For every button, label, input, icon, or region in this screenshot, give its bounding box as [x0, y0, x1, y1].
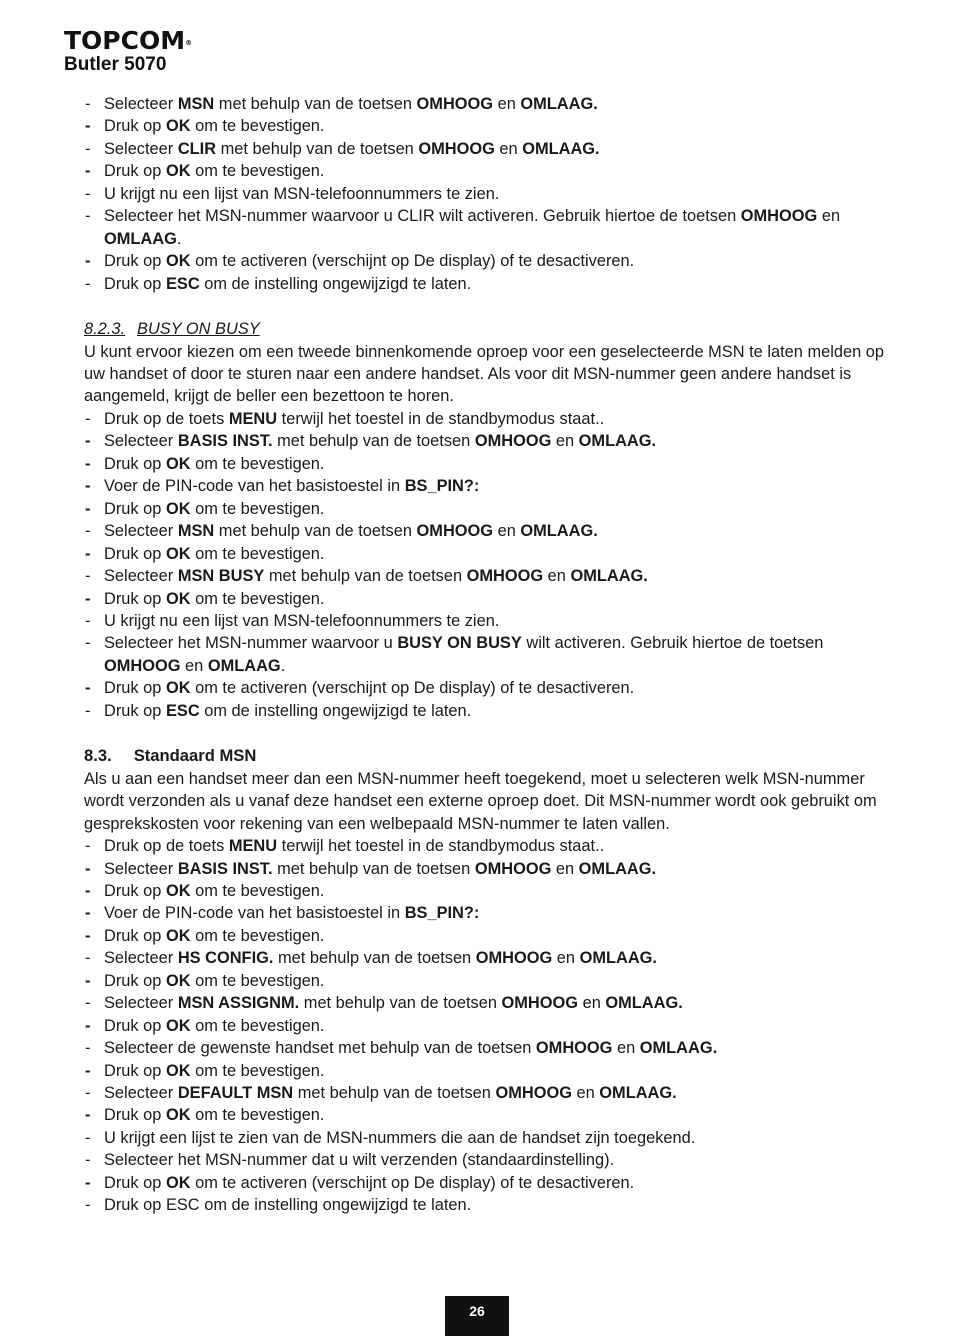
instruction-text: om te bevestigen.	[190, 881, 325, 900]
busy-step-list	[84, 408, 896, 722]
keyword-text: OMHOOG	[416, 95, 494, 113]
instruction-text: met behulp van de toetsen	[272, 859, 475, 878]
keyword-text: MENU	[228, 837, 278, 856]
bullet-dash: -	[85, 117, 91, 136]
keyword-text: OMLAAG.	[605, 994, 683, 1013]
instruction-text: Selecteer	[104, 95, 178, 113]
list-item	[84, 520, 896, 542]
keyword-text: OK	[165, 1173, 191, 1192]
list-item	[84, 1060, 896, 1082]
bullet-dash: -	[85, 477, 91, 496]
list-item	[84, 902, 896, 924]
instruction-text: Voer de PIN-code van het basistoestel in	[104, 477, 405, 496]
bullet-dash: -	[85, 409, 91, 428]
bullet-dash: -	[85, 971, 91, 990]
section-number: 8.2.3.	[84, 320, 126, 339]
bullet-dash: -	[85, 1106, 91, 1125]
trademark-symbol: ®	[185, 39, 193, 47]
keyword-text: OK	[165, 544, 191, 563]
list-item	[84, 700, 896, 722]
list-item	[84, 205, 896, 250]
bullet-dash: -	[85, 432, 91, 451]
bullet-dash: -	[85, 1016, 91, 1035]
keyword-text: OMLAAG	[104, 229, 177, 248]
bullet-dash: -	[85, 859, 91, 878]
list-item	[84, 1149, 896, 1171]
instruction-text: om te bevestigen.	[190, 117, 325, 136]
instruction-text: om te bevestigen.	[190, 162, 325, 181]
keyword-text: OMLAAG.	[520, 95, 598, 113]
instruction-text: Selecteer het MSN-nummer waarvoor u	[104, 634, 398, 653]
keyword-text: OMHOOG	[495, 1084, 572, 1103]
instruction-text: en	[817, 207, 841, 226]
keyword-text: OK	[165, 252, 191, 271]
keyword-text: BS_PIN?:	[404, 904, 480, 923]
list-item	[84, 1127, 896, 1149]
keyword-text: CLIR	[177, 139, 217, 158]
list-item	[84, 453, 896, 475]
instruction-text: met behulp van de toetsen	[214, 95, 417, 113]
section-title: BUSY ON BUSY	[137, 320, 260, 339]
list-item	[84, 430, 896, 452]
list-item	[84, 138, 896, 160]
instruction-text: om te bevestigen.	[190, 1016, 325, 1035]
brand-name: TOPCOM	[64, 26, 186, 55]
list-item	[84, 93, 896, 115]
instruction-text: met behulp van de toetsen	[299, 994, 502, 1013]
instruction-text: U krijgt een lijst te zien van de MSN-nummers die aan de handset zijn toegekend.	[104, 1128, 696, 1147]
standaard-msn-step-list	[84, 835, 896, 1217]
instruction-text: met behulp van de toetsen	[264, 567, 467, 586]
instruction-text: en	[493, 95, 521, 113]
instruction-text: Druk op ESC om de instelling ongewijzigd te laten.	[104, 1196, 472, 1215]
list-item	[84, 1172, 896, 1194]
instruction-text: Druk op	[104, 1016, 166, 1035]
section-paragraph: U kunt ervoor kiezen om een tweede binnenkomende oproep voor een geselecteerde MSN te laten melden op uw handset of door te sturen naar een andere handset. Als voor dit MSN-nummer geen andere handset is aangemeld, krijgt de beller een bezettoon te horen.	[84, 342, 884, 406]
keyword-text: HS CONFIG.	[177, 949, 274, 968]
instruction-text: terwijl het toestel in de standbymodus staat..	[277, 409, 605, 428]
instruction-text: Selecteer	[104, 522, 178, 541]
section-heading-busy-on-busy	[84, 318, 896, 340]
list-item	[84, 498, 896, 520]
instruction-text: wilt activeren. Gebruik hiertoe de toetsen	[521, 634, 824, 653]
keyword-text: OK	[165, 679, 191, 698]
keyword-text: OMHOOG	[474, 432, 552, 451]
instruction-text: Selecteer	[104, 139, 178, 158]
keyword-text: OMHOOG	[475, 949, 553, 968]
instruction-text: U krijgt nu een lijst van MSN-telefoonnummers te zien.	[104, 184, 500, 203]
instruction-text: en	[551, 859, 579, 878]
instruction-text: om de instelling ongewijzigd te laten.	[199, 274, 472, 293]
keyword-text: OMHOOG	[416, 522, 494, 541]
bullet-dash: -	[85, 522, 91, 541]
keyword-text: BASIS INST.	[177, 432, 273, 451]
instruction-text: Selecteer	[104, 859, 178, 878]
keyword-text: OK	[165, 971, 191, 990]
keyword-text: BS_PIN?:	[404, 477, 480, 496]
keyword-text: OK	[165, 117, 191, 136]
instruction-text: en	[493, 522, 521, 541]
instruction-text: Druk op de toets	[104, 409, 229, 428]
keyword-text: OMHOOG	[418, 139, 495, 158]
keyword-text: ESC	[165, 274, 200, 293]
instruction-text: Druk op	[104, 544, 166, 563]
list-item	[84, 947, 896, 969]
keyword-text: OMHOOG	[474, 859, 552, 878]
instruction-text: .	[176, 229, 182, 248]
instruction-text: Selecteer	[104, 994, 178, 1013]
section-paragraph: Als u aan een handset meer dan een MSN-nummer heeft toegekend, moet u selecteren welk MSN-nummer wordt verzonden als u vanaf deze handset een externe oproep doet. Dit MSN-nummer wordt ook gebruikt om gesprekskosten voor rekening van een welbepaald MSN-nummer te laten vallen.	[84, 769, 877, 833]
instruction-text: om te bevestigen.	[190, 1106, 325, 1125]
section-number: 8.3.	[84, 746, 112, 766]
list-item	[84, 1194, 896, 1216]
instruction-text: Druk op	[104, 926, 166, 945]
keyword-text: OMLAAG.	[522, 139, 600, 158]
list-item	[84, 677, 896, 699]
instruction-text: Selecteer	[104, 949, 178, 968]
bullet-dash: -	[85, 926, 91, 945]
instruction-text: om te bevestigen.	[190, 1061, 325, 1080]
instruction-text: en	[578, 994, 606, 1013]
instruction-text: en	[552, 949, 580, 968]
bullet-dash: -	[85, 994, 91, 1013]
keyword-text: OK	[165, 1016, 191, 1035]
instruction-text: Druk op	[104, 274, 166, 293]
instruction-text: om te activeren (verschijnt op De display) of te desactiveren.	[190, 679, 635, 698]
instruction-text: en	[180, 656, 208, 675]
instruction-text: Druk op	[104, 499, 166, 518]
instruction-text: Druk op	[104, 454, 166, 473]
keyword-text: OMLAAG.	[639, 1039, 718, 1058]
list-item	[84, 970, 896, 992]
keyword-text: OK	[165, 1106, 191, 1125]
intro-step-list	[84, 93, 896, 295]
bullet-dash: -	[85, 904, 91, 923]
keyword-text: MENU	[228, 409, 278, 428]
bullet-dash: -	[85, 837, 91, 856]
keyword-text: OMHOOG	[104, 656, 181, 675]
bullet-dash: -	[85, 252, 91, 271]
instruction-text: Druk op	[104, 971, 166, 990]
instruction-text: en	[543, 567, 571, 586]
keyword-text: MSN ASSIGNM.	[177, 994, 300, 1013]
bullet-dash: -	[85, 881, 91, 900]
instruction-text: om de instelling ongewijzigd te laten.	[199, 701, 472, 720]
keyword-text: OK	[165, 589, 191, 608]
instruction-text: en	[612, 1039, 640, 1058]
instruction-text: om te bevestigen.	[190, 454, 325, 473]
page-content	[84, 93, 896, 1217]
list-item	[84, 183, 896, 205]
instruction-text: om te bevestigen.	[190, 544, 325, 563]
list-item	[84, 632, 896, 677]
list-item	[84, 992, 896, 1014]
instruction-text: terwijl het toestel in de standbymodus staat..	[277, 837, 605, 856]
bullet-dash: -	[85, 567, 91, 586]
bullet-dash: -	[85, 454, 91, 473]
list-item	[84, 408, 896, 430]
instruction-text: Druk op	[104, 1173, 166, 1192]
bullet-dash: -	[85, 1039, 91, 1058]
instruction-text: Druk op	[104, 701, 166, 720]
instruction-text: Selecteer de gewenste handset met behulp van de toetsen	[104, 1039, 536, 1058]
section-heading-standaard-msn	[84, 745, 896, 767]
bullet-dash: -	[85, 1151, 91, 1170]
instruction-text: Selecteer	[104, 567, 178, 586]
list-item	[84, 925, 896, 947]
keyword-text: OMLAAG.	[570, 567, 648, 586]
page-number: 26	[445, 1296, 509, 1336]
keyword-text: OMLAAG.	[599, 1084, 677, 1103]
keyword-text: BASIS INST.	[177, 859, 273, 878]
bullet-dash: -	[85, 95, 91, 113]
instruction-text: Selecteer het MSN-nummer waarvoor u CLIR wilt activeren. Gebruik hiertoe de toetsen	[104, 207, 741, 226]
keyword-text: ESC	[165, 701, 200, 720]
instruction-text: en	[571, 1084, 600, 1103]
instruction-text: Selecteer het MSN-nummer dat u wilt verzenden (standaardinstelling).	[104, 1151, 615, 1170]
keyword-text: OMLAAG.	[578, 859, 657, 878]
keyword-text: DEFAULT MSN	[177, 1084, 294, 1103]
keyword-text: OMHOOG	[740, 207, 818, 226]
keyword-text: OK	[165, 881, 191, 900]
instruction-text: Druk op	[104, 679, 166, 698]
list-item	[84, 543, 896, 565]
keyword-text: MSN BUSY	[177, 567, 265, 586]
list-item	[84, 273, 896, 295]
instruction-text: om te bevestigen.	[190, 499, 325, 518]
keyword-text: MSN	[177, 522, 215, 541]
keyword-text: OMLAAG.	[579, 949, 657, 968]
instruction-text: Druk op	[104, 589, 166, 608]
keyword-text: OK	[165, 1061, 191, 1080]
instruction-text: om te bevestigen.	[190, 589, 325, 608]
keyword-text: OMLAAG.	[578, 432, 657, 451]
instruction-text: Druk op	[104, 1106, 166, 1125]
instruction-text: Druk op	[104, 162, 166, 181]
bullet-dash: -	[85, 499, 91, 518]
bullet-dash: -	[85, 679, 91, 698]
model-name: Butler 5070	[64, 54, 167, 75]
list-item	[84, 858, 896, 880]
section-title: Standaard MSN	[133, 746, 257, 766]
instruction-text: met behulp van de toetsen	[214, 522, 417, 541]
keyword-text: OMLAAG	[207, 656, 281, 675]
list-item	[84, 565, 896, 587]
bullet-dash: -	[85, 1173, 91, 1192]
instruction-text: om te bevestigen.	[190, 971, 325, 990]
list-item	[84, 835, 896, 857]
list-item	[84, 250, 896, 272]
instruction-text: Druk op	[104, 117, 166, 136]
instruction-text: U krijgt nu een lijst van MSN-telefoonnummers te zien.	[104, 611, 500, 630]
bullet-dash: -	[85, 634, 91, 653]
list-item	[84, 588, 896, 610]
list-item	[84, 880, 896, 902]
keyword-text: OK	[165, 926, 191, 945]
bullet-dash: -	[85, 544, 91, 563]
bullet-dash: -	[85, 1196, 91, 1215]
list-item	[84, 115, 896, 137]
instruction-text: Druk op	[104, 252, 166, 271]
bullet-dash: -	[85, 1061, 91, 1080]
bullet-dash: -	[85, 274, 91, 293]
list-item	[84, 160, 896, 182]
list-item	[84, 1037, 896, 1059]
bullet-dash: -	[85, 949, 91, 968]
bullet-dash: -	[85, 1084, 91, 1103]
list-item	[84, 1015, 896, 1037]
document-header	[64, 26, 193, 76]
keyword-text: OMLAAG.	[520, 522, 598, 541]
keyword-text: OK	[165, 162, 191, 181]
instruction-text: Voer de PIN-code van het basistoestel in	[104, 904, 405, 923]
bullet-dash: -	[85, 207, 91, 226]
instruction-text: om te activeren (verschijnt op De display) of te desactiveren.	[190, 252, 635, 271]
instruction-text: om te bevestigen.	[190, 926, 325, 945]
list-item	[84, 1082, 896, 1104]
bullet-dash: -	[85, 589, 91, 608]
instruction-text: om te activeren (verschijnt op De display) of te desactiveren.	[190, 1173, 635, 1192]
topcom-logo	[64, 26, 193, 55]
keyword-text: BUSY ON BUSY	[397, 634, 522, 653]
bullet-dash: -	[85, 611, 91, 630]
keyword-text: MSN	[177, 95, 215, 113]
bullet-dash: -	[85, 162, 91, 181]
instruction-text: Druk op de toets	[104, 837, 229, 856]
instruction-text: en	[494, 139, 523, 158]
keyword-text: OK	[165, 499, 191, 518]
keyword-text: OK	[165, 454, 191, 473]
bullet-dash: -	[85, 139, 91, 158]
instruction-text: Druk op	[104, 1061, 166, 1080]
bullet-dash: -	[85, 701, 91, 720]
instruction-text: met behulp van de toetsen	[272, 432, 475, 451]
keyword-text: OMHOOG	[501, 994, 579, 1013]
instruction-text: Selecteer	[104, 432, 178, 451]
instruction-text: en	[551, 432, 579, 451]
instruction-text: met behulp van de toetsen	[216, 139, 419, 158]
keyword-text: OMHOOG	[466, 567, 544, 586]
instruction-text: Druk op	[104, 881, 166, 900]
bullet-dash: -	[85, 1128, 91, 1147]
keyword-text: OMHOOG	[535, 1039, 613, 1058]
bullet-dash: -	[85, 184, 91, 203]
instruction-text: met behulp van de toetsen	[293, 1084, 496, 1103]
instruction-text: met behulp van de toetsen	[273, 949, 476, 968]
list-item	[84, 475, 896, 497]
list-item	[84, 1104, 896, 1126]
instruction-text: .	[280, 656, 286, 675]
list-item	[84, 610, 896, 632]
instruction-text: Selecteer	[104, 1084, 178, 1103]
